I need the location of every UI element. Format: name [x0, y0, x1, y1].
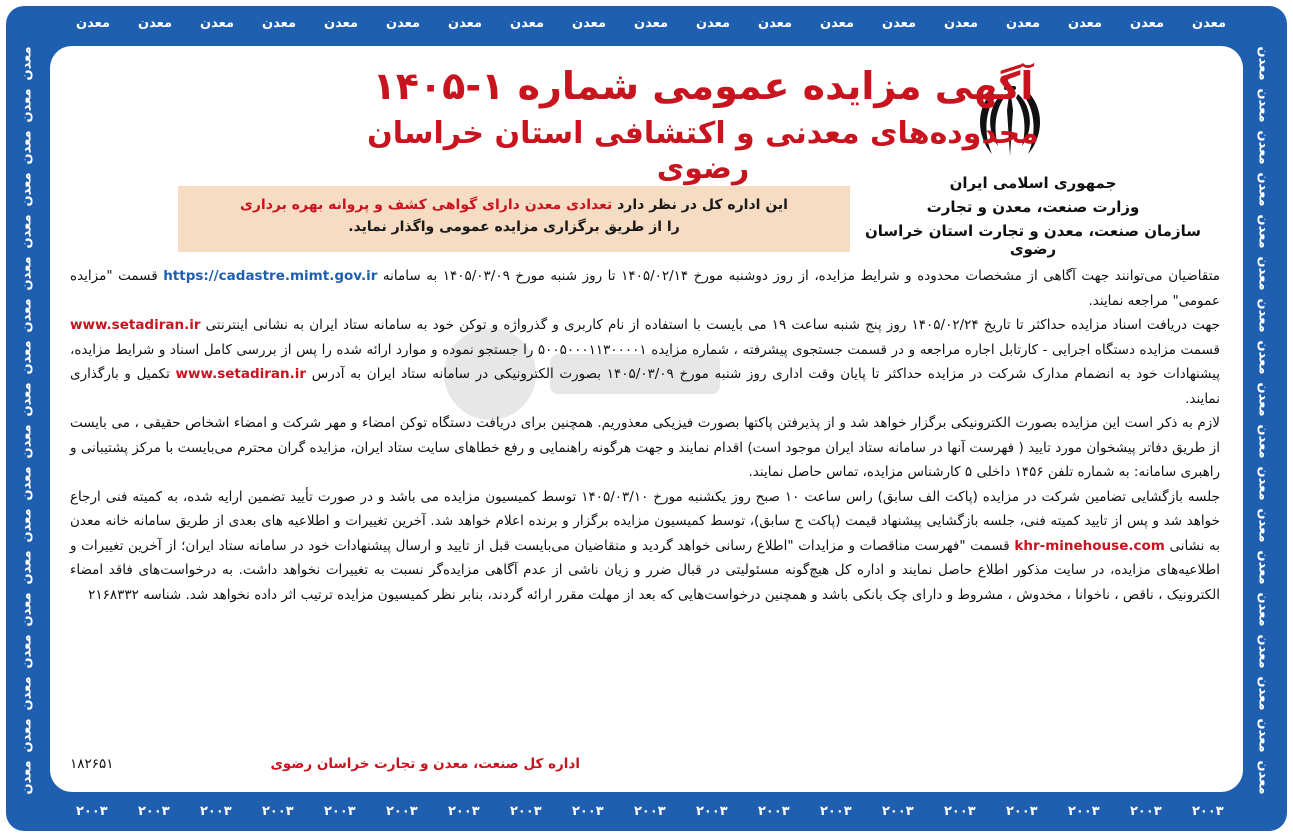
border-word-right: معدن [1255, 634, 1271, 669]
border-word-right: معدن [1255, 88, 1271, 123]
border-word-top: معدن [944, 16, 978, 31]
border-word-right: معدن [1255, 760, 1271, 795]
border-word-top: معدن [324, 16, 358, 31]
org-line-ministry: وزارت صنعت، معدن و تجارت [926, 198, 1140, 216]
border-word-bottom: ۲۰۰۳ [882, 804, 914, 819]
footer-code: ۱۸۲۶۵۱ [70, 756, 114, 772]
border-word-top: معدن [1068, 16, 1102, 31]
border-word-bottom: ۲۰۰۳ [510, 804, 542, 819]
border-word-right: معدن [1255, 466, 1271, 501]
border-word-right: معدن [1255, 340, 1271, 375]
border-word-right: معدن [1255, 298, 1271, 333]
border-word-top: معدن [1130, 16, 1164, 31]
border-word-bottom: ۲۰۰۳ [944, 804, 976, 819]
border-word-right: معدن [1255, 256, 1271, 291]
setadiran-link-2[interactable]: www.setadiran.ir [175, 366, 307, 382]
border-word-right: معدن [1255, 214, 1271, 249]
paragraph-viewing-period: متقاضیان می‌توانند جهت آگاهی از مشخصات محدوده و شرایط مزایده، از روز دوشنبه مورخ ۱۴۰۵/۰۲/۱۴ تا روز شنبه مورخ ۱۴۰۵/۰۳/۰۹ به سامانه https://cadastre.mimt.gov.ir قسمت "مزایده عمومی" مراجعه نمایند. [70, 268, 1220, 309]
border-word-bottom: ۲۰۰۳ [820, 804, 852, 819]
cadastre-link[interactable]: https://cadastre.mimt.gov.ir [163, 268, 378, 284]
border-word-bottom: ۲۰۰۳ [138, 804, 170, 819]
border-word-left: معدن [19, 718, 35, 753]
border-word-left: معدن [19, 676, 35, 711]
intro-box [178, 186, 850, 252]
ad-footer [70, 754, 1220, 780]
border-word-bottom: ۲۰۰۳ [1006, 804, 1038, 819]
border-word-top: معدن [572, 16, 606, 31]
border-word-left: معدن [19, 466, 35, 501]
paragraph-electronic-notice: لازم به ذکر است این مزایده بصورت الکترونیکی برگزار خواهد شد و از پذیرفتن پاکتها بصورت فیزیکی معذوریم. همچنین برای دریافت دستگاه توکن امضاء و مهر شرکت و امضاء اشخاص حقیقی ، می بایست از طریق دفاتر پیشخوان مورد تایید ( فهرست آنها در سامانه ستاد ایران موجود است) اقدام نمایند و جهت هرگونه راهنمایی و رفع خطاهای سایت ستاد ایران، مزایده گران محترم می‌بایست با مرکز پشتیبانی و راهبری سامانه: به شماره تلفن ۱۴۵۶ داخلی ۵ کارشناس مزایده، تماس حاصل نمایند. [70, 415, 1220, 480]
border-word-top: معدن [386, 16, 420, 31]
border-word-bottom: ۲۰۰۳ [1192, 804, 1224, 819]
border-word-top: معدن [758, 16, 792, 31]
ad-subtitle: محدوده‌های معدنی و اکتشافی استان خراسان رضوی [367, 116, 1039, 186]
ad-body-text [70, 264, 1220, 607]
footer-signature: اداره کل صنعت، معدن و تجارت خراسان رضوی [270, 756, 580, 772]
border-word-left: معدن [19, 130, 35, 165]
border-word-top: معدن [1006, 16, 1040, 31]
border-word-bottom: ۲۰۰۳ [572, 804, 604, 819]
setadiran-link[interactable]: www.setadiran.ir [70, 317, 201, 333]
border-word-left: معدن [19, 298, 35, 333]
border-word-right: معدن [1255, 676, 1271, 711]
border-word-bottom: ۲۰۰۳ [1130, 804, 1162, 819]
paragraph-document-submission: جهت دریافت اسناد مزایده حداکثر تا تاریخ ۱۴۰۵/۰۲/۲۴ روز پنج شنبه ساعت ۱۹ می بایست با استفاده از نام کاربری و گذرواژه و توکن خود به سامانه ستاد ایران به نشانی اینترنتی www.setadiran.ir قسمت مزایده دستگاه اجرایی - کارتابل اجاره مراجعه و در قسمت جستجوی پیشرفته ، شماره مزایده ۵۰۰۵۰۰۰۱۱۳۰۰۰۰۱ را جستجو نموده و موارد ارائه شده را پس از بررسی کامل اسناد و شرایط مزایده، پیشنهادات خود به انضمام مدارک شرکت در مزایده حداکثر تا پایان وقت اداری روز شنبه مورخ ۱۴۰۵/۰۳/۰۹ بصورت الکترونیکی در سامانه ستاد ایران به آدرس www.setadiran.ir تکمیل و بارگذاری نمایند. [70, 317, 1220, 407]
border-word-bottom: ۲۰۰۳ [386, 804, 418, 819]
border-word-top: معدن [200, 16, 234, 31]
border-word-left: معدن [19, 88, 35, 123]
minehouse-link[interactable]: khr-minehouse.com [1014, 537, 1165, 554]
intro-text-b: را از طریق برگزاری مزایده عمومی واگذار نماید. [348, 219, 680, 235]
border-word-left: معدن [19, 760, 35, 795]
border-word-top: معدن [76, 16, 110, 31]
issuing-organization [858, 174, 1208, 264]
border-word-bottom: ۲۰۰۳ [262, 804, 294, 819]
border-word-left: معدن [19, 340, 35, 375]
border-word-right: معدن [1255, 592, 1271, 627]
border-word-right: معدن [1255, 46, 1271, 81]
ad-title: آگهی مزایده عمومی شماره ۱-۱۴۰۵ [372, 64, 1034, 108]
ad-content-panel [50, 46, 1243, 792]
ad-border-frame [6, 6, 1287, 831]
border-word-top: معدن [882, 16, 916, 31]
border-word-bottom: ۲۰۰۳ [634, 804, 666, 819]
border-word-right: معدن [1255, 550, 1271, 585]
border-word-right: معدن [1255, 424, 1271, 459]
org-line-republic: جمهوری اسلامی ایران [949, 174, 1117, 192]
intro-text-a: این اداره کل در نظر دارد [617, 197, 788, 213]
border-word-left: معدن [19, 508, 35, 543]
border-word-bottom: ۲۰۰۳ [324, 804, 356, 819]
border-word-right: معدن [1255, 382, 1271, 417]
border-word-left: معدن [19, 256, 35, 291]
border-word-left: معدن [19, 382, 35, 417]
border-word-bottom: ۲۰۰۳ [1068, 804, 1100, 819]
border-word-top: معدن [262, 16, 296, 31]
border-word-bottom: ۲۰۰۳ [200, 804, 232, 819]
border-word-right: معدن [1255, 172, 1271, 207]
border-word-bottom: ۲۰۰۳ [76, 804, 108, 819]
border-word-left: معدن [19, 424, 35, 459]
border-word-left: معدن [19, 172, 35, 207]
border-word-top: معدن [820, 16, 854, 31]
border-word-right: معدن [1255, 130, 1271, 165]
border-word-top: معدن [1192, 16, 1226, 31]
border-word-left: معدن [19, 592, 35, 627]
border-word-left: معدن [19, 46, 35, 81]
border-word-left: معدن [19, 634, 35, 669]
border-word-left: معدن [19, 550, 35, 585]
border-word-right: معدن [1255, 718, 1271, 753]
border-word-left: معدن [19, 214, 35, 249]
border-word-top: معدن [696, 16, 730, 31]
border-word-bottom: ۲۰۰۳ [758, 804, 790, 819]
intro-highlight: تعدادی معدن دارای گواهی کشف و پروانه بهره برداری [240, 197, 613, 213]
border-word-bottom: ۲۰۰۳ [448, 804, 480, 819]
border-word-top: معدن [448, 16, 482, 31]
border-word-bottom: ۲۰۰۳ [696, 804, 728, 819]
org-line-organization: سازمان صنعت، معدن و تجارت استان خراسان رضوی [865, 222, 1201, 258]
border-word-right: معدن [1255, 508, 1271, 543]
border-word-top: معدن [138, 16, 172, 31]
border-word-top: معدن [634, 16, 668, 31]
border-word-top: معدن [510, 16, 544, 31]
paragraph-opening-session: جلسه بازگشایی تضامین شرکت در مزایده (پاکت الف سابق) راس ساعت ۱۰ صبح روز یکشنبه مورخ ۱۴۰۵/۰۳/۱۰ توسط کمیسیون مزایده می باشد و در صورت تأیید تضمین ارایه شده، به کمیته فنی ارجاع خواهد شد و پس از تایید کمیته فنی، جلسه بازگشایی پیشنهاد قیمت (پاکت ج سابق)، توسط کمیسیون مزایده برگزار و برنده اعلام خواهد شد. آخرین تغییرات و اطلاعیه های بعدی از طریق سامانه خانه معدن به نشانی khr-minehouse.com قسمت "فهرست مناقصات و مزایدات "اطلاع رسانی خواهد گردید و متقاضیان می‌بایست قبل از تایید و ارسال پیشنهادات خود در سامانه ستاد ایران؛ از آخرین تغییرات و اطلاعیه‌های مزایده، در سایت مذکور اطلاع حاصل نمایند و اداره کل هیچ‌گونه مسئولیتی در قبال ضرر و زیان ناشی از عدم آگاهی مزایده‌گر نسبت به تغییرات نخواهد داشت. به درخواست‌های فاقد امضاء الکترونیک ، ناقص ، ناخوانا ، مخدوش ، مشروط و دارای چک بانکی باشد و همچنین درخواست‌هایی که بعد از مهلت مقرر ارائه گردند، بنابر نظر کمیسیون مزایده ترتیب اثر داده نخواهد شد. شناسه ۲۱۶۸۳۳۲ [70, 488, 1220, 603]
